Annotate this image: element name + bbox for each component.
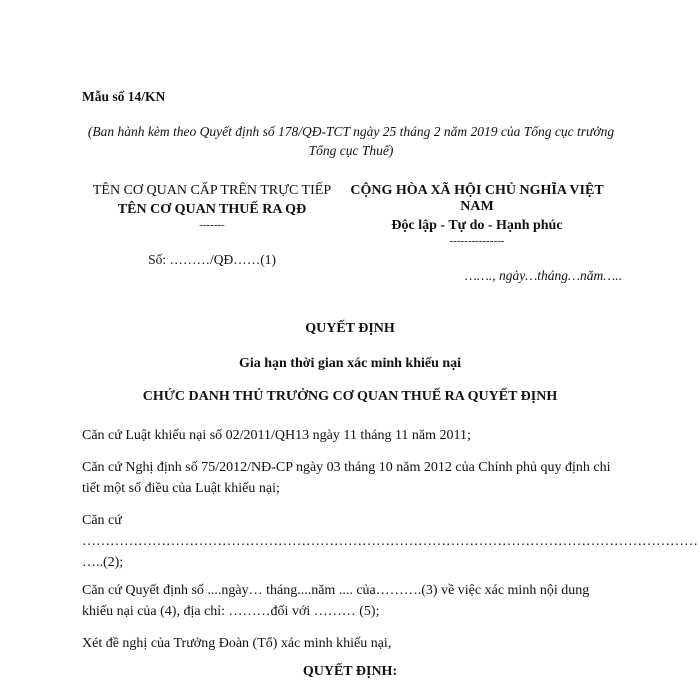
- basis-law-paragraph: Căn cứ Luật khiếu nại số 02/2011/QH13 ngày 11 tháng 11 năm 2011;: [82, 428, 471, 443]
- decision-heading: QUYẾT ĐỊNH:: [302, 664, 398, 679]
- header-left: [82, 183, 342, 268]
- header-right-divider: ---------------: [449, 235, 505, 247]
- form-number: Mẫu số 14/KN: [82, 89, 166, 104]
- header-right: [332, 183, 622, 284]
- superior-agency: TÊN CƠ QUAN CẤP TRÊN TRỰC TIẾP: [92, 183, 332, 198]
- basis-decree-paragraph: Căn cứ Nghị định số 75/2012/NĐ-CP ngày 03 tháng 10 năm 2012 của Chính phủ quy định chi tiết một số điều của Luật khiếu nại;: [82, 460, 611, 496]
- issuing-agency: TÊN CƠ QUAN THUẾ RA QĐ: [117, 202, 307, 217]
- basis-other-dots: ……………………………………………………………………………………………………………………: [82, 534, 698, 549]
- nation-name: CỘNG HÒA XÃ HỘI CHỦ NGHĨA VIỆT NAM: [350, 183, 604, 214]
- authority-title: CHỨC DANH THỦ TRƯỞNG CƠ QUAN THUẾ RA QUYẾT ĐỊNH: [142, 389, 558, 404]
- basis-other-label: Căn cứ: [82, 513, 122, 528]
- basis-other-end: …..(2);: [82, 555, 124, 570]
- basis-other-paragraph: [82, 510, 698, 573]
- proposal-paragraph: Xét đề nghị của Trưởng Đoàn (Tổ) xác minh khiếu nại,: [82, 636, 392, 651]
- document-title: QUYẾT ĐỊNH: [305, 321, 395, 336]
- basis-decision-paragraph: Căn cứ Quyết định số ....ngày… tháng....năm .... của……….(3) về việc xác minh nội dung khiếu nại của (4), địa chỉ: ………đối với ……… (5);: [82, 583, 590, 619]
- date-line: ……., ngày…tháng…năm…..: [464, 268, 622, 283]
- document-subtitle: Gia hạn thời gian xác minh khiếu nại: [238, 356, 462, 371]
- issued-note: (Ban hành kèm theo Quyết định số 178/QĐ-TCT ngày 25 tháng 2 năm 2019 của Tổng cục trưởng Tổng cục Thuế): [87, 124, 615, 158]
- national-motto: Độc lập - Tự do - Hạnh phúc: [391, 218, 563, 233]
- header-left-divider: -------: [199, 219, 225, 231]
- decision-number: Số: ………/QĐ……(1): [148, 252, 276, 267]
